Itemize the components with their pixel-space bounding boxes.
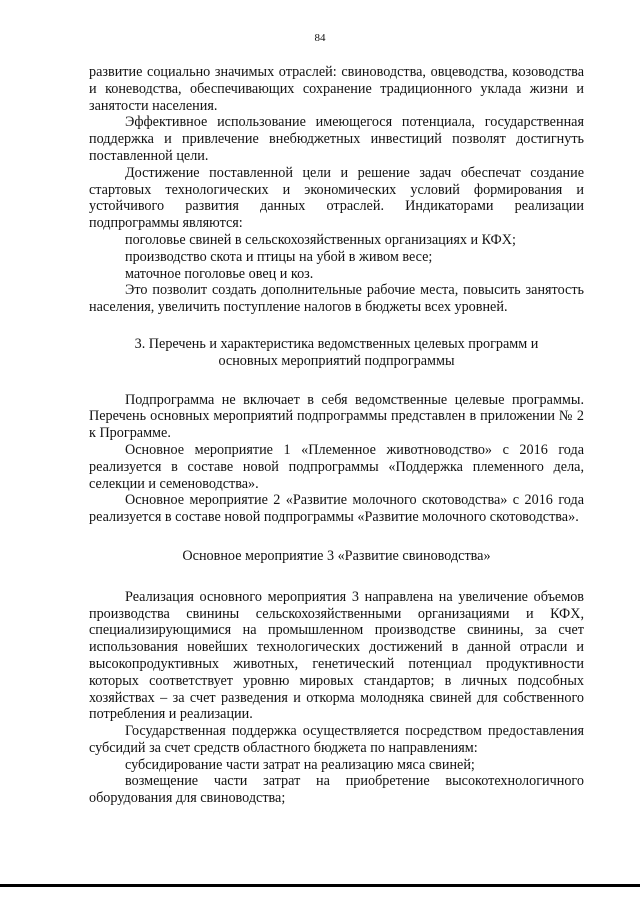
paragraph: Это позволит создать дополнительные рабочие места, повысить занятость населения, увеличить поступление налогов в бюджеты всех уровней. <box>89 282 584 316</box>
paragraph: Основное мероприятие 2 «Развитие молочного скотоводства» с 2016 года реализуется в составе новой подпрограммы «Развитие молочного скотоводства». <box>89 492 584 526</box>
paragraph: возмещение части затрат на приобретение высокотехнологичного оборудования для свиноводства; <box>89 773 584 807</box>
list-item: субсидирование части затрат на реализацию мяса свиней; <box>125 756 475 773</box>
list-item: производство скота и птицы на убой в живом весе; <box>125 248 433 265</box>
paragraph: развитие социально значимых отраслей: свиноводства, овцеводства, козоводства и коневодства, обеспечивающих сохранение традиционного уклада жизни и занятости населения. <box>89 64 584 114</box>
page-bottom-edge <box>0 884 640 887</box>
paragraph: Государственная поддержка осуществляется посредством предоставления субсидий за счет средств областного бюджета по направлениям: <box>89 723 584 756</box>
paragraph: Основное мероприятие 1 «Племенное животноводство» с 2016 года реализуется в составе новой подпрограммы «Поддержка племенного дела, селекции и семеноводства». <box>89 441 584 492</box>
subsection-heading: Основное мероприятие 3 «Развитие свиноводства» <box>182 547 491 564</box>
paragraph: Достижение поставленной цели и решение задач обеспечат создание стартовых технологических и экономических условий формирования и устойчивого развития данных отраслей. Индикаторами реализации подпрограммы являются: <box>89 164 584 232</box>
section-heading: 3. Перечень и характеристика ведомственных целевых программ и основных мероприятий подпрограммы <box>134 335 539 369</box>
document-body <box>89 64 584 807</box>
list-item: маточное поголовье овец и коз. <box>125 265 314 282</box>
paragraph: Реализация основного мероприятия 3 направлена на увеличение объемов производства свинины сельскохозяйственными организациями и КФХ, специализирующимися на промышленном производстве свинины, за счет использования новейших технологических достижений в данной отрасли и высокопродуктивных животных, генетический потенциал продуктивности которых соответствует уровню мировых стандартов; в личных подсобных хозяйствах – за счет разведения и откорма молодняка свиней для собственного потребления и реализации. <box>89 588 584 723</box>
paragraph: Эффективное использование имеющегося потенциала, государственная поддержка и привлечение внебюджетных инвестиций позволят достигнуть поставленной цели. <box>89 114 584 164</box>
page-number: 84 <box>314 32 326 44</box>
list-item: поголовье свиней в сельскохозяйственных организациях и КФХ; <box>125 231 516 248</box>
paragraph: Подпрограмма не включает в себя ведомственные целевые программы. Перечень основных мероприятий подпрограммы представлен в приложении № 2 к Программе. <box>89 391 584 442</box>
